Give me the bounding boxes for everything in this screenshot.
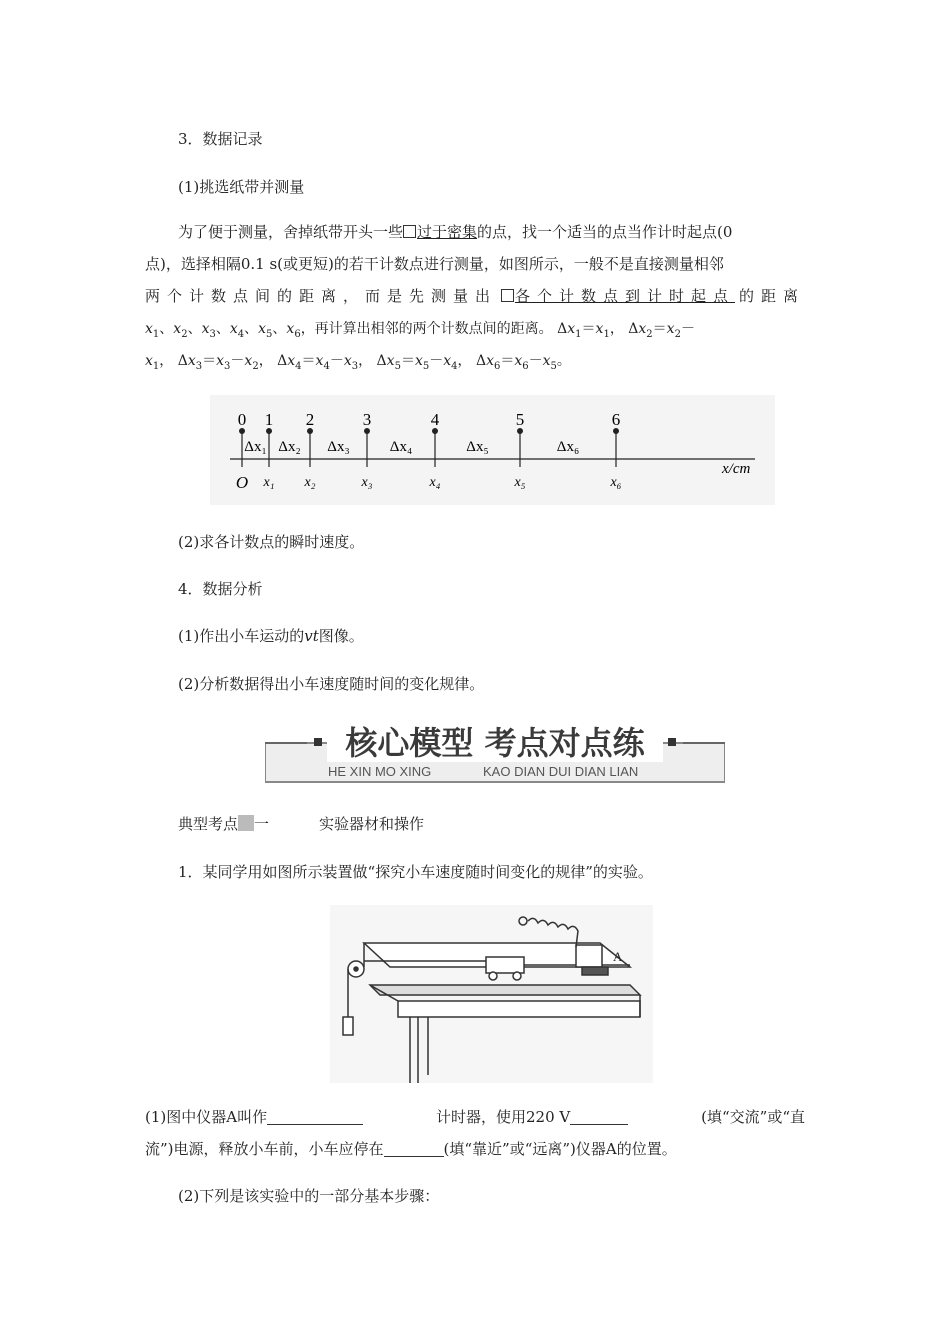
tape-point-label: 6 — [611, 410, 621, 429]
paragraph-line-5: $x_1$， $\Delta x_3=x_3-x_2$， $\Delta x_4=x_4-x_3$， $\Delta x_5=x_5-x_4$， $\Delta x_6=x_6-x_5$。 — [145, 353, 571, 372]
tape-delta-label: Δx₁ — [244, 439, 267, 455]
section-4-title: 4．数据分析 — [178, 580, 263, 598]
tape-position-label: O — [235, 473, 249, 492]
banner-title: 核心模型 考点对点练 — [345, 724, 645, 762]
instrument-a-label: A — [613, 949, 623, 964]
tape-point-label: 2 — [305, 410, 315, 429]
section-3-subtitle-1: (1)挑选纸带并测量 — [178, 178, 305, 196]
tape-delta-label: Δx₄ — [389, 439, 413, 455]
tape-position-label: x₂ — [304, 475, 316, 490]
question-1-1-line-1: (1)图中仪器A叫作 计时器，使用220 V (填“交流”或“直 — [145, 1108, 805, 1126]
tape-delta-label: Δx₃ — [327, 439, 350, 455]
banner-pinyin-right: KAO DIAN DUI DIAN LIAN — [483, 764, 639, 779]
tape-position-label: x₆ — [610, 475, 622, 490]
tape-position-label: x₃ — [361, 475, 373, 490]
paragraph-line-2: 点)，选择相隔0.1 s(或更短)的若干计数点进行测量，如图所示，一般不是直接测量相邻 — [145, 255, 724, 273]
tape-delta-label: Δx₆ — [556, 439, 580, 455]
tape-point-label: 4 — [430, 410, 440, 429]
section-4-subtitle-1: (1)作出小车运动的vt图像。 — [178, 627, 364, 645]
tape-position-label: x₄ — [429, 475, 441, 490]
tape-delta-label: Δx₅ — [466, 439, 489, 455]
tape-diagram — [210, 395, 775, 505]
paragraph-line-3: 两个计数点间的距离，而是先测量出 各个计数点到计时起点 的距离 — [145, 287, 805, 305]
banner-pinyin-left: HE XIN MO XING — [328, 764, 432, 779]
tape-delta-label: Δx₂ — [278, 439, 301, 455]
tape-point-label: 1 — [264, 410, 274, 429]
tape-point-label: 5 — [515, 410, 525, 429]
tape-position-label: x₁ — [263, 475, 275, 490]
question-1-2: (2)下列是该实验中的一部分基本步骤： — [178, 1187, 440, 1205]
tape-point-label: 0 — [237, 410, 247, 429]
section-3-title: 3．数据记录 — [178, 130, 263, 148]
section-4-subtitle-2: (2)分析数据得出小车速度随时间的变化规律。 — [178, 675, 485, 693]
question-1-1-line-2: 流”)电源，释放小车前，小车应停在 (填“靠近”或“远离”)仪器A的位置。 — [145, 1140, 677, 1158]
gray-block — [238, 815, 254, 831]
tape-position-label: x₅ — [514, 475, 526, 490]
paragraph-line-1: 为了便于测量，舍掉纸带开头一些 过于密集的点，找一个适当的点当作计时起点(0 — [178, 223, 733, 241]
section-3-subtitle-2: (2)求各计数点的瞬时速度。 — [178, 533, 365, 551]
checkbox-icon — [403, 225, 416, 238]
apparatus-figure — [330, 905, 653, 1083]
typical-point-heading: 典型考点 一 实验器材和操作 — [178, 815, 425, 833]
tape-point-label: 3 — [362, 410, 372, 429]
section-banner — [265, 716, 725, 786]
paragraph-line-4: $x_1$、$x_2$、$x_3$、$x_4$、$x_5$、$x_6$，再计算出相邻的两个计数点间的距离。 $\Delta x_1=x_1$， $\Delta x_2=x_2-$ — [145, 321, 695, 340]
axis-label: x/cm — [722, 461, 751, 477]
question-1: 1．某同学用如图所示装置做“探究小车速度随时间变化的规律”的实验。 — [178, 863, 653, 881]
checkbox-icon — [501, 289, 514, 302]
